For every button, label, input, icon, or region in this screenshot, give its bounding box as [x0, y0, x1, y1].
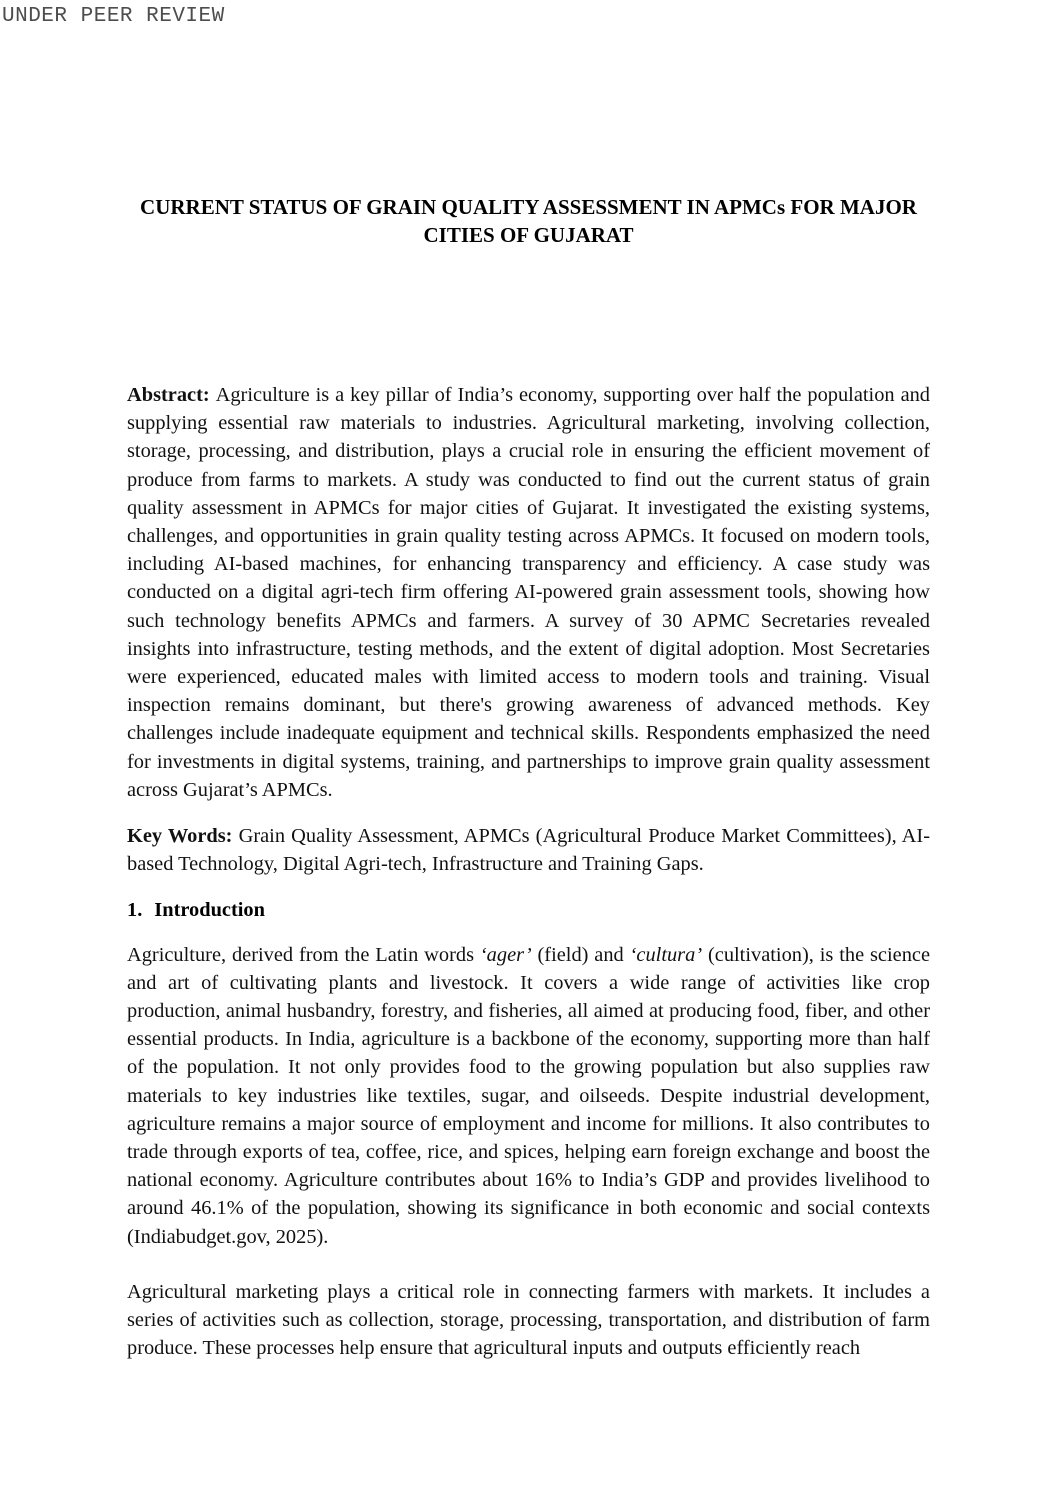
keywords-text: Grain Quality Assessment, APMCs (Agricultural Produce Market Committees), AI-based Technology, Digital Agri-tech, Infrastructure and Training Gaps.: [127, 825, 930, 876]
intro-p1-text-b: (field) and: [531, 943, 630, 966]
intro-p1-text-a: Agriculture, derived from the Latin words: [127, 943, 480, 966]
paper-title: [127, 193, 930, 249]
paper-content: [127, 193, 930, 1363]
section-number: 1.: [127, 899, 143, 922]
keywords-label: Key Words:: [127, 825, 239, 848]
abstract-paragraph: [127, 381, 930, 804]
intro-p1-text-c: (cultivation), is the science and art of cultivating plants and livestock. It covers a wide range of activities like crop production, animal husbandry, forestry, and fisheries, all aimed at producing food, fiber, and other essential products. In India, agriculture is a backbone of the economy, supporting more than half of the population. It not only provides food to the growing population but also supplies raw materials to key industries like textiles, sugar, and oilseeds. Despite industrial development, agriculture remains a major source of employment and income for millions. It also contributes to trade through exports of tea, coffee, rice, and spices, helping earn foreign exchange and boost the national economy. Agriculture contributes about 16% to India’s GDP and provides livelihood to around 46.1% of the population, showing its significance in both economic and social contexts (Indiabudget.gov, 2025).: [127, 943, 930, 1248]
section-heading-introduction: [127, 896, 930, 924]
latin-term-ager: ‘ager’: [479, 943, 532, 966]
paper-title-line-2: CITIES OF GUJARAT: [423, 223, 634, 247]
keywords-paragraph: [127, 822, 930, 878]
introduction-paragraph-1: [127, 941, 930, 1251]
section-heading-text: Introduction: [154, 899, 265, 922]
paper-title-line-1: CURRENT STATUS OF GRAIN QUALITY ASSESSMENT IN APMCs FOR MAJOR: [140, 195, 917, 219]
peer-review-watermark: UNDER PEER REVIEW: [2, 5, 225, 28]
abstract-text: Agriculture is a key pillar of India’s economy, supporting over half the population and supplying essential raw materials to industries. Agricultural marketing, involving collection, storage, processing, and distribution, plays a crucial role in ensuring the efficient movement of produce from farms to markets. A study was conducted to find out the current status of grain quality assessment in APMCs for major cities of Gujarat. It investigated the existing systems, challenges, and opportunities in grain quality testing across APMCs. It focused on modern tools, including AI-based machines, for enhancing transparency and efficiency. A case study was conducted on a digital agri-tech firm offering AI-powered grain assessment tools, showing how such technology benefits APMCs and farmers. A survey of 30 APMC Secretaries revealed insights into infrastructure, testing methods, and the extent of digital adoption. Most Secretaries were experienced, educated males with limited access to modern tools and training. Visual inspection remains dominant, but there's growing awareness of advanced methods. Key challenges include inadequate equipment and technical skills. Respondents emphasized the need for investments in digital systems, training, and partnerships to improve grain quality assessment across Gujarat’s APMCs.: [127, 384, 931, 801]
latin-term-cultura: ‘cultura’: [629, 943, 703, 966]
introduction-paragraph-2: Agricultural marketing plays a critical role in connecting farmers with markets. It includes a series of activities such as collection, storage, processing, transportation, and distribution of farm produce. These processes help ensure that agricultural inputs and outputs efficiently reach: [127, 1280, 930, 1360]
abstract-label: Abstract:: [127, 384, 216, 406]
